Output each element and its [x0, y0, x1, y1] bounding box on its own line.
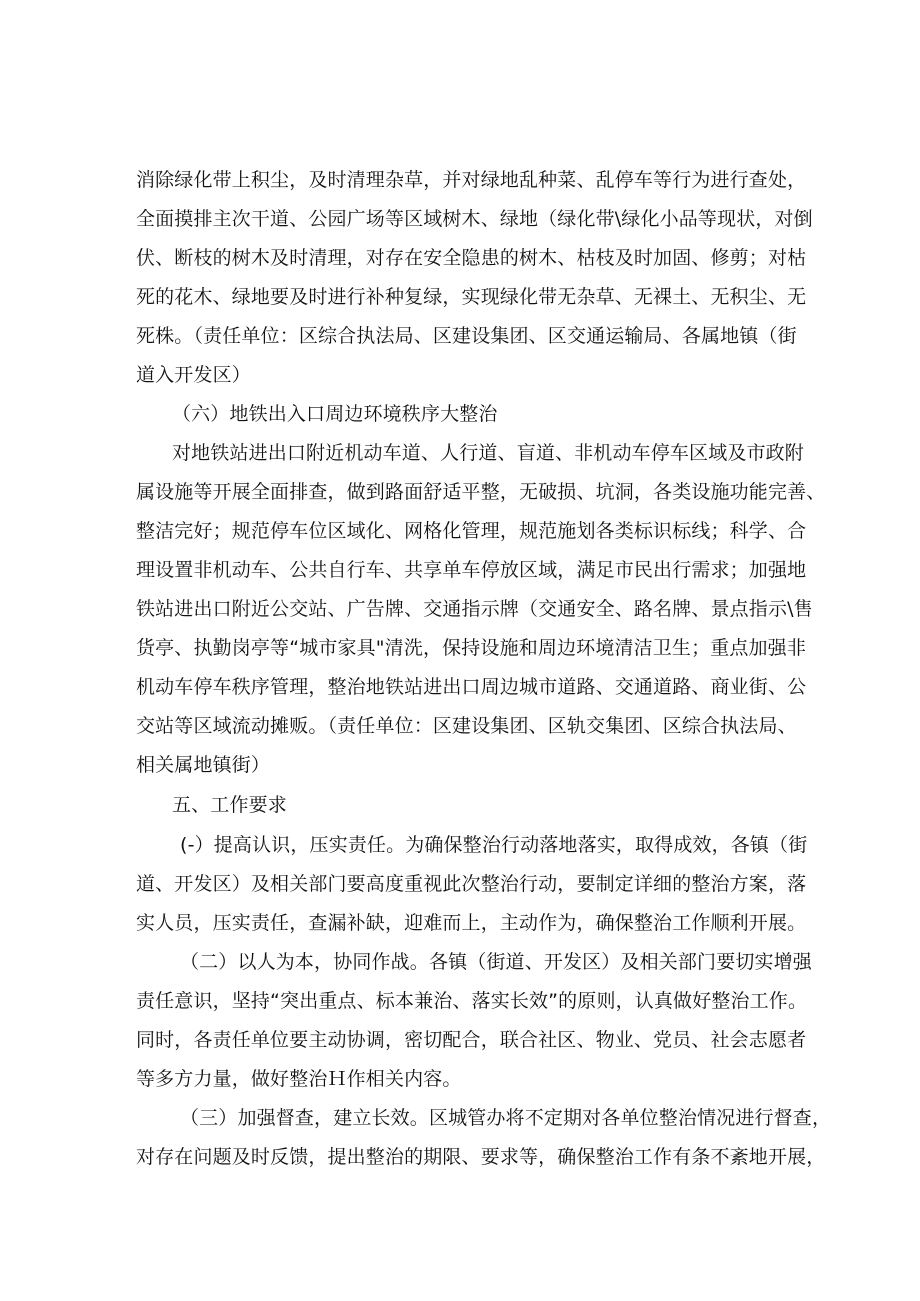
text-line: (-）提高认识，压实责任。为确保整治行动落地落实，取得成效，各镇（街 [180, 834, 808, 856]
text-line: 机动车停车秩序管理，整治地铁站进出口周边城市道路、交通道路、商业街、公 [136, 676, 807, 698]
text-line: 责任意识，坚持“突出重点、标本兼治、落实长效”的原则，认真做好整治工作。 [136, 990, 808, 1012]
text-line: 属设施等开展全面排查，做到路面舒适平整，无破损、坑洞，各类设施功能完善、 [136, 481, 826, 503]
text-line: 道入开发区） [136, 364, 251, 386]
text-line: （二）以人为本，协同作战。各镇（街道、开发区）及相关部门要切实增强 [180, 951, 812, 973]
text-line: 相关属地镇街） [136, 754, 271, 776]
text-line: 对地铁站进出口附近机动车道、人行道、盲道、非机动车停车区域及市政附 [172, 442, 804, 464]
text-line: 道、开发区）及相关部门要高度重视此次整治行动，要制定详细的整治方案，落 [136, 873, 807, 895]
text-line: 消除绿化带上积尘，及时清理杂草，并对绿地乱种菜、乱停车等行为进行查处， [136, 169, 807, 191]
text-line: 伏、断枝的树木及时清理，对存在安全隐患的树木、枯枝及时加固、修剪；对枯 [136, 247, 807, 269]
text-line: 铁站进出口附近公交站、广告牌、交通指示牌（交通安全、路名牌、景点指示\售 [136, 598, 813, 620]
text-line: 死株。（责任单位：区综合执法局、区建设集团、区交通运输局、各属地镇（街 [136, 325, 797, 347]
section-heading: （六）地铁出入口周边环境秩序大整治 [172, 403, 498, 425]
text-line: 整洁完好；规范停车位区域化、网格化管理，规范施划各类标识标线；科学、合 [136, 520, 807, 542]
text-line: 货亭、执勤岗亭等“城市家具"清洗，保持设施和周边环境清洁卫生；重点加强非 [136, 637, 806, 659]
text-line: 实人员，压实责任，查漏补缺，迎难而上，主动作为，确保整治工作顺利开展。 [136, 912, 807, 934]
text-line: 交站等区域流动摊贩。（责任单位：区建设集团、区轨交集团、区综合执法局、 [136, 715, 797, 737]
text-line: （三）加强督查，建立长效。区城管办将不定期对各单位整治情况进行督查， [180, 1107, 832, 1129]
text-line: 死的花木、绿地要及时进行补种复绿，实现绿化带无杂草、无裸土、无积尘、无 [136, 286, 807, 308]
text-line: 全面摸排主次干道、公园广场等区域树木、绿地（绿化带\绿化小品等现状，对倒 [136, 208, 813, 230]
text-line: 同时，各责任单位要主动协调，密切配合，联合社区、物业、党员、社会志愿者 [136, 1029, 807, 1051]
section-heading: 五、工作要求 [172, 794, 287, 816]
text-line: 等多方力量，做好整治Ｈ作相关内容。 [136, 1068, 462, 1090]
text-line: 理设置非机动车、公共自行车、共享单车停放区域，满足市民出行需求；加强地 [136, 559, 807, 581]
text-line: 对存在问题及时反馈，提出整治的期限、要求等，确保整治工作有条不紊地开展， [136, 1146, 826, 1168]
